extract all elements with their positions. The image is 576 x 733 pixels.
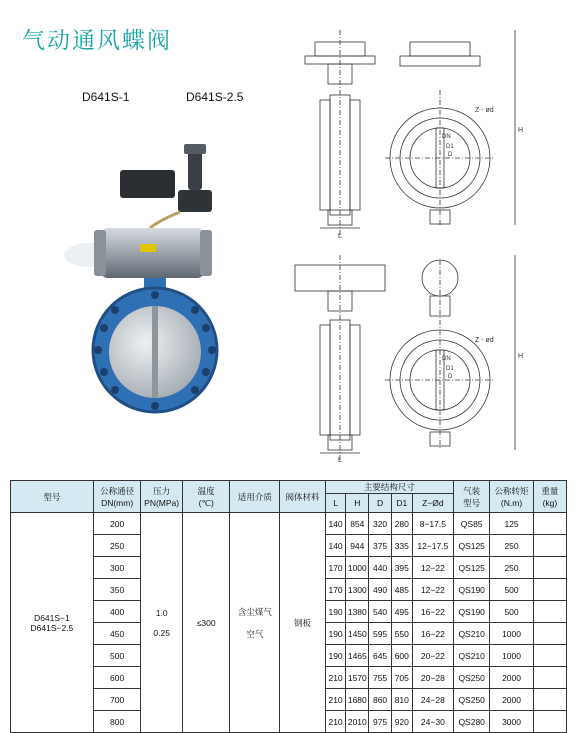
col-material: 阀体材料 bbox=[280, 481, 326, 513]
cell-weight bbox=[533, 645, 566, 667]
cell-weight bbox=[533, 689, 566, 711]
cell-actuator: QS280 bbox=[454, 711, 490, 733]
cell-weight bbox=[533, 601, 566, 623]
cell-dn: 350 bbox=[93, 579, 141, 601]
col-d: D bbox=[369, 494, 392, 513]
cell-l: 170 bbox=[325, 579, 346, 601]
cell-torque: 125 bbox=[490, 513, 533, 535]
side-view-bottom bbox=[295, 255, 385, 460]
cell-z: 12−22 bbox=[412, 579, 453, 601]
dim-z-top: Z - ød bbox=[475, 107, 494, 114]
col-z: Z−Ød bbox=[412, 494, 453, 513]
cell-d1: 495 bbox=[391, 601, 412, 623]
cell-z: 12−22 bbox=[412, 557, 453, 579]
cell-dn: 200 bbox=[93, 513, 141, 535]
cell-actuator: QS210 bbox=[454, 623, 490, 645]
cell-actuator: QS85 bbox=[454, 513, 490, 535]
col-d1: D1 bbox=[391, 494, 412, 513]
cell-material: 钢板 bbox=[280, 513, 326, 733]
dim-l-bottom: L bbox=[338, 457, 342, 464]
cell-h: 1300 bbox=[346, 579, 369, 601]
col-h: H bbox=[346, 494, 369, 513]
model-label-2: D641S-2.5 bbox=[186, 90, 244, 104]
front-view-bottom bbox=[385, 255, 515, 450]
cell-l: 140 bbox=[325, 513, 346, 535]
side-view-top bbox=[305, 30, 375, 235]
model-label-1: D641S-1 bbox=[82, 90, 130, 104]
cell-l: 170 bbox=[325, 557, 346, 579]
dim-dn-top: DN bbox=[442, 134, 451, 140]
cell-actuator: QS250 bbox=[454, 667, 490, 689]
cell-h: 1380 bbox=[346, 601, 369, 623]
cell-weight bbox=[533, 667, 566, 689]
cell-d: 440 bbox=[369, 557, 392, 579]
cell-torque: 500 bbox=[490, 579, 533, 601]
cell-temp: ≤300 bbox=[182, 513, 230, 733]
cell-torque: 3000 bbox=[490, 711, 533, 733]
dim-dn-bottom: DN bbox=[442, 356, 451, 362]
cell-dn: 250 bbox=[93, 535, 141, 557]
dim-h-bottom: H bbox=[518, 353, 524, 360]
cell-z: 16−22 bbox=[412, 623, 453, 645]
cell-h: 1680 bbox=[346, 689, 369, 711]
col-dn: 公称通径 DN(mm) bbox=[93, 481, 141, 513]
col-dims: 主要结构尺寸 bbox=[325, 481, 453, 494]
dim-d1-bottom: D1 bbox=[446, 366, 454, 372]
cell-z: 12−17.5 bbox=[412, 535, 453, 557]
cell-d1: 485 bbox=[391, 579, 412, 601]
technical-drawing bbox=[290, 20, 550, 465]
cell-h: 1000 bbox=[346, 557, 369, 579]
cell-d: 320 bbox=[369, 513, 392, 535]
cell-d1: 705 bbox=[391, 667, 412, 689]
valve-photo bbox=[60, 140, 280, 420]
cell-pn: 1.0 0.25 bbox=[141, 513, 182, 733]
cell-z: 16−22 bbox=[412, 601, 453, 623]
cell-d1: 280 bbox=[391, 513, 412, 535]
dim-h-top: H bbox=[518, 127, 524, 134]
cell-actuator: QS210 bbox=[454, 645, 490, 667]
cell-weight bbox=[533, 623, 566, 645]
cell-weight bbox=[533, 513, 566, 535]
cell-actuator: QS125 bbox=[454, 557, 490, 579]
cell-model: D641S−1 D641S−2.5 bbox=[11, 513, 94, 733]
cell-l: 190 bbox=[325, 645, 346, 667]
cell-l: 210 bbox=[325, 711, 346, 733]
cell-h: 1465 bbox=[346, 645, 369, 667]
col-model: 型号 bbox=[11, 481, 94, 513]
cell-d: 540 bbox=[369, 601, 392, 623]
cell-actuator: QS190 bbox=[454, 579, 490, 601]
cell-h: 1450 bbox=[346, 623, 369, 645]
cell-d: 595 bbox=[369, 623, 392, 645]
cell-d: 755 bbox=[369, 667, 392, 689]
spec-table bbox=[10, 480, 567, 733]
col-pn: 压力 PN(MPa) bbox=[141, 481, 182, 513]
cell-dn: 600 bbox=[93, 667, 141, 689]
cell-d1: 335 bbox=[391, 535, 412, 557]
table-body bbox=[11, 513, 567, 733]
cell-dn: 500 bbox=[93, 645, 141, 667]
cell-d1: 600 bbox=[391, 645, 412, 667]
cell-dn: 400 bbox=[93, 601, 141, 623]
col-torque: 公称转矩 (N.m) bbox=[490, 481, 533, 513]
cell-actuator: QS125 bbox=[454, 535, 490, 557]
cell-h: 944 bbox=[346, 535, 369, 557]
cell-weight bbox=[533, 557, 566, 579]
table-header-row bbox=[11, 481, 567, 494]
cell-d: 860 bbox=[369, 689, 392, 711]
cell-weight bbox=[533, 579, 566, 601]
dim-d-top: D bbox=[448, 152, 453, 158]
cell-d: 490 bbox=[369, 579, 392, 601]
cell-weight bbox=[533, 711, 566, 733]
cell-d1: 395 bbox=[391, 557, 412, 579]
cell-h: 1570 bbox=[346, 667, 369, 689]
cell-dn: 450 bbox=[93, 623, 141, 645]
cell-torque: 1000 bbox=[490, 645, 533, 667]
cell-l: 140 bbox=[325, 535, 346, 557]
dim-z-bottom: Z - ød bbox=[475, 337, 494, 344]
table-row bbox=[11, 513, 567, 535]
cell-z: 8−17.5 bbox=[412, 513, 453, 535]
front-view-top bbox=[385, 30, 515, 225]
cell-h: 2010 bbox=[346, 711, 369, 733]
dim-d1-top: D1 bbox=[446, 144, 454, 150]
cell-actuator: QS190 bbox=[454, 601, 490, 623]
cell-z: 24−30 bbox=[412, 711, 453, 733]
cell-torque: 2000 bbox=[490, 667, 533, 689]
cell-actuator: QS250 bbox=[454, 689, 490, 711]
cell-d: 975 bbox=[369, 711, 392, 733]
col-temp: 温度 (℃) bbox=[182, 481, 230, 513]
cell-h: 854 bbox=[346, 513, 369, 535]
cell-dn: 700 bbox=[93, 689, 141, 711]
dim-d-bottom: D bbox=[448, 374, 453, 380]
cell-dn: 300 bbox=[93, 557, 141, 579]
cell-torque: 1000 bbox=[490, 623, 533, 645]
cell-d1: 920 bbox=[391, 711, 412, 733]
col-weight: 重量 (kg) bbox=[533, 481, 566, 513]
cell-torque: 500 bbox=[490, 601, 533, 623]
cell-d: 645 bbox=[369, 645, 392, 667]
cell-medium: 含尘煤气 空气 bbox=[230, 513, 280, 733]
dim-l-top: L bbox=[338, 233, 342, 240]
col-l: L bbox=[325, 494, 346, 513]
cell-l: 190 bbox=[325, 601, 346, 623]
cell-l: 190 bbox=[325, 623, 346, 645]
col-medium: 适用介质 bbox=[230, 481, 280, 513]
cell-torque: 250 bbox=[490, 557, 533, 579]
cell-l: 210 bbox=[325, 667, 346, 689]
cell-torque: 250 bbox=[490, 535, 533, 557]
cell-d: 375 bbox=[369, 535, 392, 557]
cell-weight bbox=[533, 535, 566, 557]
cell-z: 20−22 bbox=[412, 645, 453, 667]
col-actuator: 气装 型号 bbox=[454, 481, 490, 513]
cell-d1: 550 bbox=[391, 623, 412, 645]
cell-z: 24−28 bbox=[412, 689, 453, 711]
page-title: 气动通风蝶阀 bbox=[22, 28, 172, 54]
cell-d1: 810 bbox=[391, 689, 412, 711]
cell-dn: 800 bbox=[93, 711, 141, 733]
cell-z: 20−28 bbox=[412, 667, 453, 689]
cell-l: 210 bbox=[325, 689, 346, 711]
cell-torque: 2000 bbox=[490, 689, 533, 711]
